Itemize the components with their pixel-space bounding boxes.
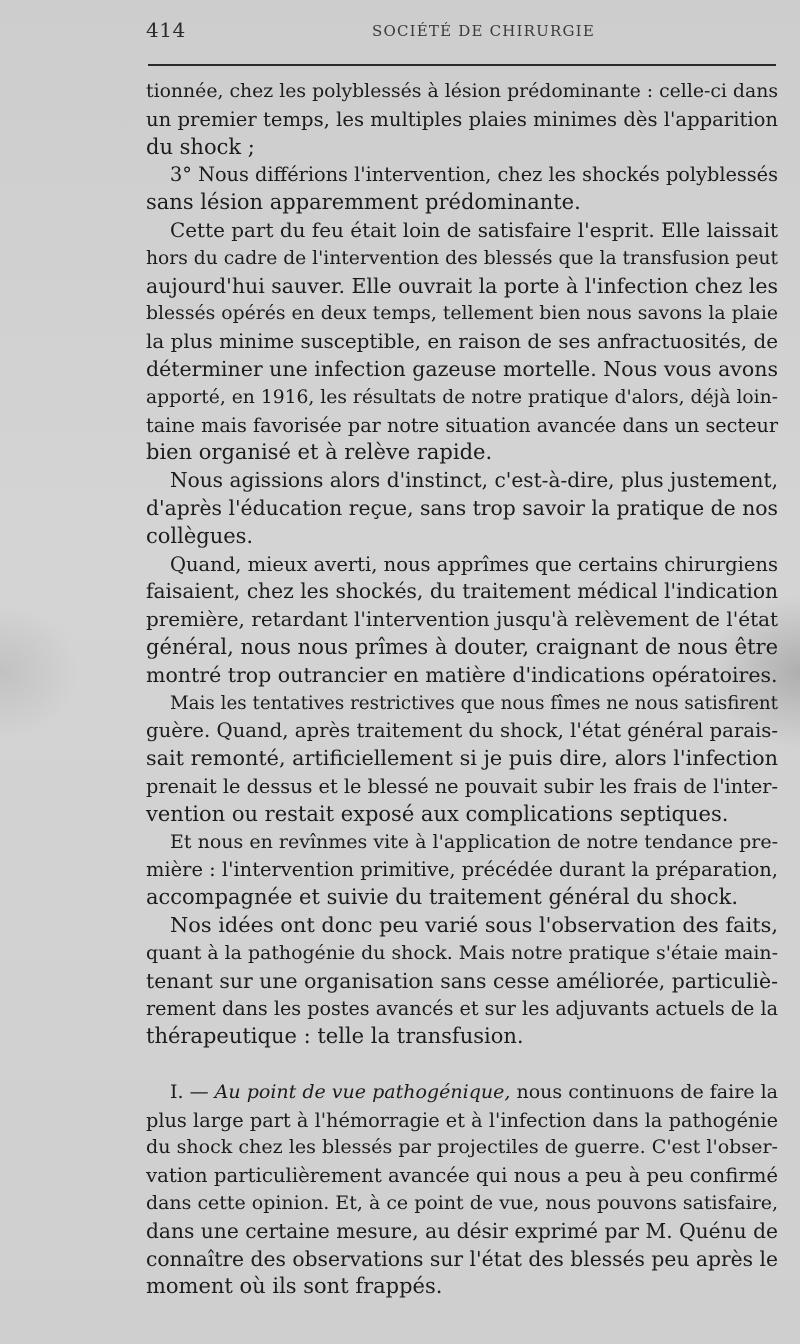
text-line: rement dans les postes avancés et sur les adjuvants actuels de la	[146, 997, 778, 1021]
text-line: général, nous nous prîmes à douter, craignant de nous être	[146, 634, 778, 659]
text-line: la plus minime susceptible, en raison de ses anfractuosités, de	[146, 330, 778, 354]
text-line: montré trop outrancier en matière d'indications opératoires.	[146, 662, 778, 687]
text-line: connaître des observations sur l'état des blessés peu après le	[146, 1246, 778, 1271]
text-line: quant à la pathogénie du shock. Mais notre pratique s'étaie main-	[146, 941, 778, 964]
text-line: vention ou restait exposé aux complications septiques.	[146, 801, 729, 826]
section-title: Au point de vue pathogénique,	[214, 1080, 511, 1103]
text-line: du shock ;	[146, 134, 255, 159]
text-line: dans cette opinion. Et, à ce point de vue, nous pouvons satisfaire,	[146, 1192, 778, 1215]
section-continuation: nous continuons de faire la	[510, 1080, 779, 1103]
text-line: Et nous en revînmes vite à l'application de notre tendance pre-	[170, 830, 778, 853]
text-line: dans une certaine mesure, au désir exprimé par M. Quénu de	[146, 1218, 778, 1243]
text-line: Cette part du feu était loin de satisfaire l'esprit. Elle laissait	[170, 217, 778, 242]
section-number: I. —	[170, 1080, 215, 1103]
text-line: sait remonté, artificiellement si je puis dire, alors l'infection	[146, 746, 779, 771]
page-header	[146, 18, 780, 44]
text-line: tenant sur une organisation sans cesse améliorée, particuliè-	[146, 968, 778, 993]
text-line: guère. Quand, après traitement du shock, l'état général parais-	[146, 719, 778, 743]
section-heading-line	[146, 1079, 778, 1107]
text-line: thérapeutique : telle la transfusion.	[146, 1024, 524, 1049]
text-line: première, retardant l'intervention jusqu'à relèvement de l'état	[146, 607, 778, 632]
text-line: déterminer une infection gazeuse mortelle. Nous vous avons	[146, 356, 778, 381]
text-line: moment où ils sont frappés.	[146, 1274, 443, 1299]
text-line: vation particulièrement avancée qui nous a peu à peu confirmé	[146, 1164, 779, 1188]
header-rule	[148, 64, 776, 66]
text-line: sans lésion apparemment prédominante.	[146, 190, 581, 215]
text-line: tionnée, chez les polyblessés à lésion prédominante : celle-ci dans	[146, 81, 778, 102]
text-line: accompagnée et suivie du traitement général du shock.	[146, 885, 739, 910]
text-line: Quand, mieux averti, nous apprîmes que certains chirurgiens	[170, 552, 778, 576]
text-line: collègues.	[146, 523, 254, 548]
text-line: taine mais favorisée par notre situation avancée dans un secteur	[146, 413, 778, 437]
text-line: un premier temps, les multiples plaies minimes dès l'apparition	[146, 107, 778, 131]
text-line: 3° Nous différions l'intervention, chez les shockés polyblessés	[170, 163, 778, 187]
text-line: Mais les tentatives restrictives que nous fîmes ne nous satisfirent	[170, 692, 778, 714]
text-line: mière : l'intervention primitive, précédée durant la préparation,	[146, 858, 778, 882]
text-line: Nos idées ont donc peu varié sous l'observation des faits,	[170, 912, 778, 937]
text-line: apporté, en 1916, les résultats de notre pratique d'alors, déjà loin-	[146, 386, 778, 408]
text-line: hors du cadre de l'intervention des blessés que la transfusion peut	[146, 247, 779, 269]
text-line: plus large part à l'hémorragie et à l'infection dans la pathogénie	[146, 1108, 778, 1132]
text-line: du shock chez les blessés par projectiles de guerre. C'est l'obser-	[146, 1136, 778, 1159]
page-number: 414	[146, 18, 186, 42]
text-line: d'après l'éducation reçue, sans trop savoir la pratique de nos	[146, 495, 778, 520]
text-line: prenait le dessus et le blessé ne pouvait subir les frais de l'inter-	[146, 774, 778, 798]
body-text	[146, 78, 778, 1301]
text-line: Nous agissions alors d'instinct, c'est-à-dire, plus justement,	[170, 468, 778, 493]
section-gap	[146, 1051, 778, 1079]
text-line: bien organisé et à relève rapide.	[146, 440, 493, 465]
text-line: blessés opérés en deux temps, tellement bien nous savons la plaie	[146, 303, 778, 325]
running-head: SOCIÉTÉ DE CHIRURGIE	[372, 22, 595, 40]
text-line: faisaient, chez les shockés, du traitement médical l'indication	[146, 579, 778, 604]
text-line: aujourd'hui sauver. Elle ouvrait la porte à l'infection chez les	[146, 273, 778, 298]
